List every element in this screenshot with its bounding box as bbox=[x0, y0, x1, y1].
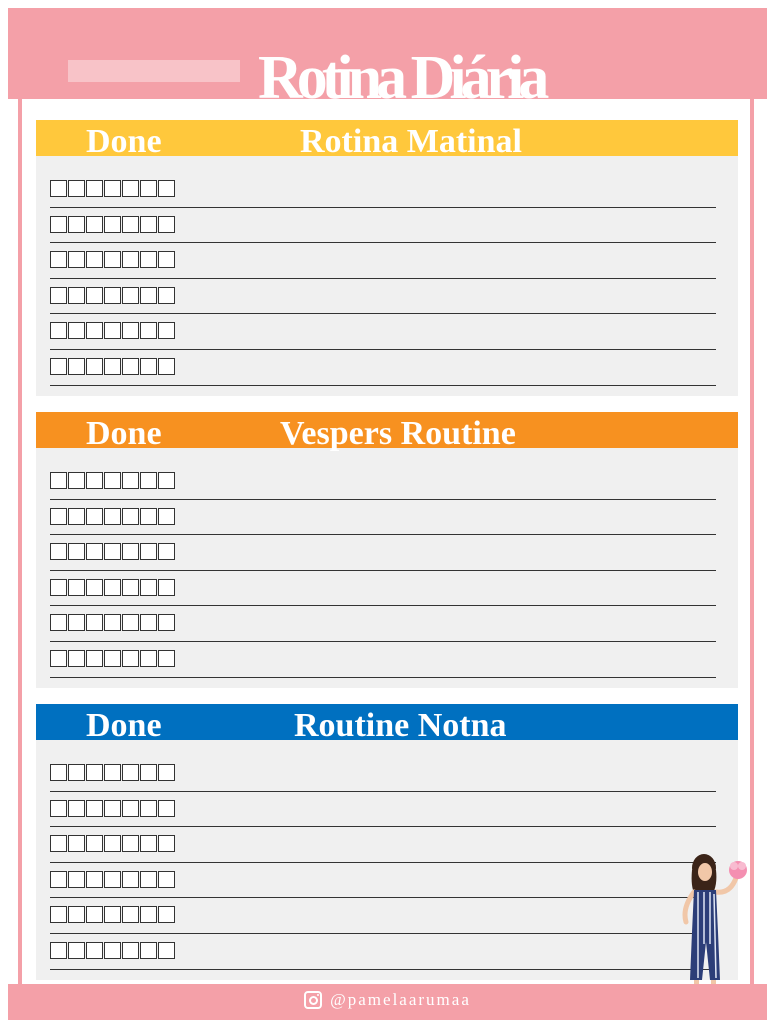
day-checkbox[interactable] bbox=[68, 650, 85, 667]
day-checkbox[interactable] bbox=[68, 764, 85, 781]
day-checkbox[interactable] bbox=[158, 650, 175, 667]
day-checkbox[interactable] bbox=[140, 579, 157, 596]
day-checkbox[interactable] bbox=[86, 287, 103, 304]
day-checkbox[interactable] bbox=[86, 216, 103, 233]
day-checkbox[interactable] bbox=[86, 871, 103, 888]
day-checkbox[interactable] bbox=[122, 871, 139, 888]
checklist-row bbox=[50, 827, 716, 863]
day-checkbox[interactable] bbox=[104, 764, 121, 781]
top-banner bbox=[8, 8, 767, 112]
day-checkbox[interactable] bbox=[140, 764, 157, 781]
checkbox-group bbox=[50, 358, 175, 375]
day-checkbox[interactable] bbox=[122, 472, 139, 489]
instagram-icon bbox=[304, 991, 322, 1009]
day-checkbox[interactable] bbox=[140, 180, 157, 197]
day-checkbox[interactable] bbox=[140, 614, 157, 631]
day-checkbox[interactable] bbox=[68, 472, 85, 489]
day-checkbox[interactable] bbox=[50, 906, 67, 923]
day-checkbox[interactable] bbox=[140, 906, 157, 923]
day-checkbox[interactable] bbox=[158, 287, 175, 304]
day-checkbox[interactable] bbox=[140, 543, 157, 560]
day-checkbox[interactable] bbox=[50, 251, 67, 268]
section-morning-routine bbox=[36, 120, 738, 396]
day-checkbox[interactable] bbox=[122, 906, 139, 923]
checklist-row bbox=[50, 792, 716, 828]
checkbox-group bbox=[50, 472, 175, 489]
day-checkbox[interactable] bbox=[86, 764, 103, 781]
checkbox-group bbox=[50, 579, 175, 596]
day-checkbox[interactable] bbox=[104, 251, 121, 268]
day-checkbox[interactable] bbox=[86, 800, 103, 817]
day-checkbox[interactable] bbox=[86, 614, 103, 631]
day-checkbox[interactable] bbox=[122, 508, 139, 525]
day-checkbox[interactable] bbox=[122, 180, 139, 197]
checklist-row bbox=[50, 863, 716, 899]
checkbox-group bbox=[50, 216, 175, 233]
handle-text: @pamelaarumaa bbox=[330, 990, 471, 1009]
day-checkbox[interactable] bbox=[86, 650, 103, 667]
day-checkbox[interactable] bbox=[158, 180, 175, 197]
day-checkbox[interactable] bbox=[68, 322, 85, 339]
checkbox-group bbox=[50, 835, 175, 852]
day-checkbox[interactable] bbox=[158, 216, 175, 233]
day-checkbox[interactable] bbox=[68, 800, 85, 817]
day-checkbox[interactable] bbox=[158, 764, 175, 781]
social-handle[interactable] bbox=[8, 990, 767, 1010]
day-checkbox[interactable] bbox=[122, 287, 139, 304]
day-checkbox[interactable] bbox=[140, 835, 157, 852]
day-checkbox[interactable] bbox=[68, 287, 85, 304]
day-checkbox[interactable] bbox=[50, 508, 67, 525]
section-title: Rotina Matinal bbox=[300, 123, 522, 160]
day-checkbox[interactable] bbox=[68, 216, 85, 233]
checklist-rows bbox=[50, 756, 716, 970]
day-checkbox[interactable] bbox=[68, 508, 85, 525]
checklist-row bbox=[50, 756, 716, 792]
day-checkbox[interactable] bbox=[122, 650, 139, 667]
day-checkbox[interactable] bbox=[104, 322, 121, 339]
day-checkbox[interactable] bbox=[86, 508, 103, 525]
day-checkbox[interactable] bbox=[50, 322, 67, 339]
day-checkbox[interactable] bbox=[86, 835, 103, 852]
day-checkbox[interactable] bbox=[158, 579, 175, 596]
day-checkbox[interactable] bbox=[86, 942, 103, 959]
day-checkbox[interactable] bbox=[158, 800, 175, 817]
day-checkbox[interactable] bbox=[104, 906, 121, 923]
bottom-banner bbox=[8, 984, 767, 1020]
section-header bbox=[36, 412, 738, 452]
day-checkbox[interactable] bbox=[140, 251, 157, 268]
section-header bbox=[36, 120, 738, 160]
day-checkbox[interactable] bbox=[50, 764, 67, 781]
day-checkbox[interactable] bbox=[140, 322, 157, 339]
day-checkbox[interactable] bbox=[50, 358, 67, 375]
done-label: Done bbox=[86, 707, 162, 744]
day-checkbox[interactable] bbox=[158, 871, 175, 888]
day-checkbox[interactable] bbox=[104, 942, 121, 959]
day-checkbox[interactable] bbox=[50, 871, 67, 888]
day-checkbox[interactable] bbox=[86, 543, 103, 560]
day-checkbox[interactable] bbox=[158, 543, 175, 560]
day-checkbox[interactable] bbox=[50, 180, 67, 197]
day-checkbox[interactable] bbox=[68, 906, 85, 923]
day-checkbox[interactable] bbox=[104, 472, 121, 489]
day-checkbox[interactable] bbox=[158, 906, 175, 923]
left-border-line bbox=[18, 99, 22, 984]
day-checkbox[interactable] bbox=[122, 800, 139, 817]
checklist-row bbox=[50, 606, 716, 642]
day-checkbox[interactable] bbox=[50, 579, 67, 596]
page-title: Rotina Diária bbox=[258, 44, 544, 112]
banner-decor-strip bbox=[68, 60, 240, 82]
day-checkbox[interactable] bbox=[158, 508, 175, 525]
day-checkbox[interactable] bbox=[50, 835, 67, 852]
checkbox-group bbox=[50, 508, 175, 525]
day-checkbox[interactable] bbox=[122, 579, 139, 596]
day-checkbox[interactable] bbox=[68, 579, 85, 596]
checkbox-group bbox=[50, 906, 175, 923]
day-checkbox[interactable] bbox=[68, 251, 85, 268]
day-checkbox[interactable] bbox=[68, 871, 85, 888]
checkbox-group bbox=[50, 650, 175, 667]
day-checkbox[interactable] bbox=[86, 579, 103, 596]
day-checkbox[interactable] bbox=[104, 508, 121, 525]
day-checkbox[interactable] bbox=[140, 942, 157, 959]
checkbox-group bbox=[50, 322, 175, 339]
day-checkbox[interactable] bbox=[104, 543, 121, 560]
done-label: Done bbox=[86, 123, 162, 160]
day-checkbox[interactable] bbox=[86, 322, 103, 339]
day-checkbox[interactable] bbox=[104, 358, 121, 375]
day-checkbox[interactable] bbox=[86, 180, 103, 197]
day-checkbox[interactable] bbox=[140, 358, 157, 375]
day-checkbox[interactable] bbox=[122, 543, 139, 560]
day-checkbox[interactable] bbox=[68, 543, 85, 560]
day-checkbox[interactable] bbox=[140, 216, 157, 233]
day-checkbox[interactable] bbox=[140, 650, 157, 667]
checklist-row bbox=[50, 279, 716, 315]
day-checkbox[interactable] bbox=[122, 358, 139, 375]
checklist-row bbox=[50, 464, 716, 500]
day-checkbox[interactable] bbox=[122, 216, 139, 233]
checklist-row bbox=[50, 571, 716, 607]
checklist-row bbox=[50, 243, 716, 279]
day-checkbox[interactable] bbox=[50, 287, 67, 304]
day-checkbox[interactable] bbox=[86, 358, 103, 375]
day-checkbox[interactable] bbox=[86, 251, 103, 268]
checklist-row bbox=[50, 535, 716, 571]
checkbox-group bbox=[50, 614, 175, 631]
day-checkbox[interactable] bbox=[104, 614, 121, 631]
day-checkbox[interactable] bbox=[158, 472, 175, 489]
checklist-row bbox=[50, 642, 716, 678]
section-title: Vespers Routine bbox=[280, 415, 516, 452]
checklist-row bbox=[50, 898, 716, 934]
day-checkbox[interactable] bbox=[122, 251, 139, 268]
checkbox-group bbox=[50, 871, 175, 888]
checkbox-group bbox=[50, 543, 175, 560]
day-checkbox[interactable] bbox=[158, 942, 175, 959]
day-checkbox[interactable] bbox=[104, 216, 121, 233]
day-checkbox[interactable] bbox=[158, 614, 175, 631]
checkbox-group bbox=[50, 180, 175, 197]
day-checkbox[interactable] bbox=[104, 650, 121, 667]
day-checkbox[interactable] bbox=[122, 835, 139, 852]
day-checkbox[interactable] bbox=[68, 614, 85, 631]
day-checkbox[interactable] bbox=[158, 358, 175, 375]
day-checkbox[interactable] bbox=[140, 800, 157, 817]
day-checkbox[interactable] bbox=[68, 180, 85, 197]
day-checkbox[interactable] bbox=[68, 942, 85, 959]
day-checkbox[interactable] bbox=[50, 216, 67, 233]
checkbox-group bbox=[50, 287, 175, 304]
day-checkbox[interactable] bbox=[122, 614, 139, 631]
day-checkbox[interactable] bbox=[140, 508, 157, 525]
day-checkbox[interactable] bbox=[50, 800, 67, 817]
checklist-row bbox=[50, 934, 716, 970]
section-title: Routine Notna bbox=[294, 707, 507, 744]
section-night-routine bbox=[36, 704, 738, 980]
done-label: Done bbox=[86, 415, 162, 452]
checklist-row bbox=[50, 500, 716, 536]
day-checkbox[interactable] bbox=[122, 764, 139, 781]
section-evening-routine bbox=[36, 412, 738, 688]
day-checkbox[interactable] bbox=[104, 579, 121, 596]
day-checkbox[interactable] bbox=[50, 650, 67, 667]
day-checkbox[interactable] bbox=[86, 472, 103, 489]
day-checkbox[interactable] bbox=[68, 358, 85, 375]
day-checkbox[interactable] bbox=[140, 472, 157, 489]
checklist-rows bbox=[50, 464, 716, 678]
checkbox-group bbox=[50, 800, 175, 817]
day-checkbox[interactable] bbox=[140, 287, 157, 304]
section-header bbox=[36, 704, 738, 744]
checklist-row bbox=[50, 314, 716, 350]
day-checkbox[interactable] bbox=[104, 180, 121, 197]
day-checkbox[interactable] bbox=[50, 942, 67, 959]
day-checkbox[interactable] bbox=[50, 543, 67, 560]
day-checkbox[interactable] bbox=[158, 251, 175, 268]
day-checkbox[interactable] bbox=[104, 800, 121, 817]
day-checkbox[interactable] bbox=[158, 835, 175, 852]
day-checkbox[interactable] bbox=[68, 835, 85, 852]
checklist-row bbox=[50, 172, 716, 208]
checkbox-group bbox=[50, 764, 175, 781]
day-checkbox[interactable] bbox=[158, 322, 175, 339]
day-checkbox[interactable] bbox=[140, 871, 157, 888]
day-checkbox[interactable] bbox=[122, 942, 139, 959]
checkbox-group bbox=[50, 251, 175, 268]
checklist-rows bbox=[50, 172, 716, 386]
day-checkbox[interactable] bbox=[104, 871, 121, 888]
checklist-row bbox=[50, 208, 716, 244]
day-checkbox[interactable] bbox=[86, 906, 103, 923]
day-checkbox[interactable] bbox=[50, 614, 67, 631]
checklist-row bbox=[50, 350, 716, 386]
day-checkbox[interactable] bbox=[122, 322, 139, 339]
day-checkbox[interactable] bbox=[50, 472, 67, 489]
day-checkbox[interactable] bbox=[104, 835, 121, 852]
day-checkbox[interactable] bbox=[104, 287, 121, 304]
checkbox-group bbox=[50, 942, 175, 959]
